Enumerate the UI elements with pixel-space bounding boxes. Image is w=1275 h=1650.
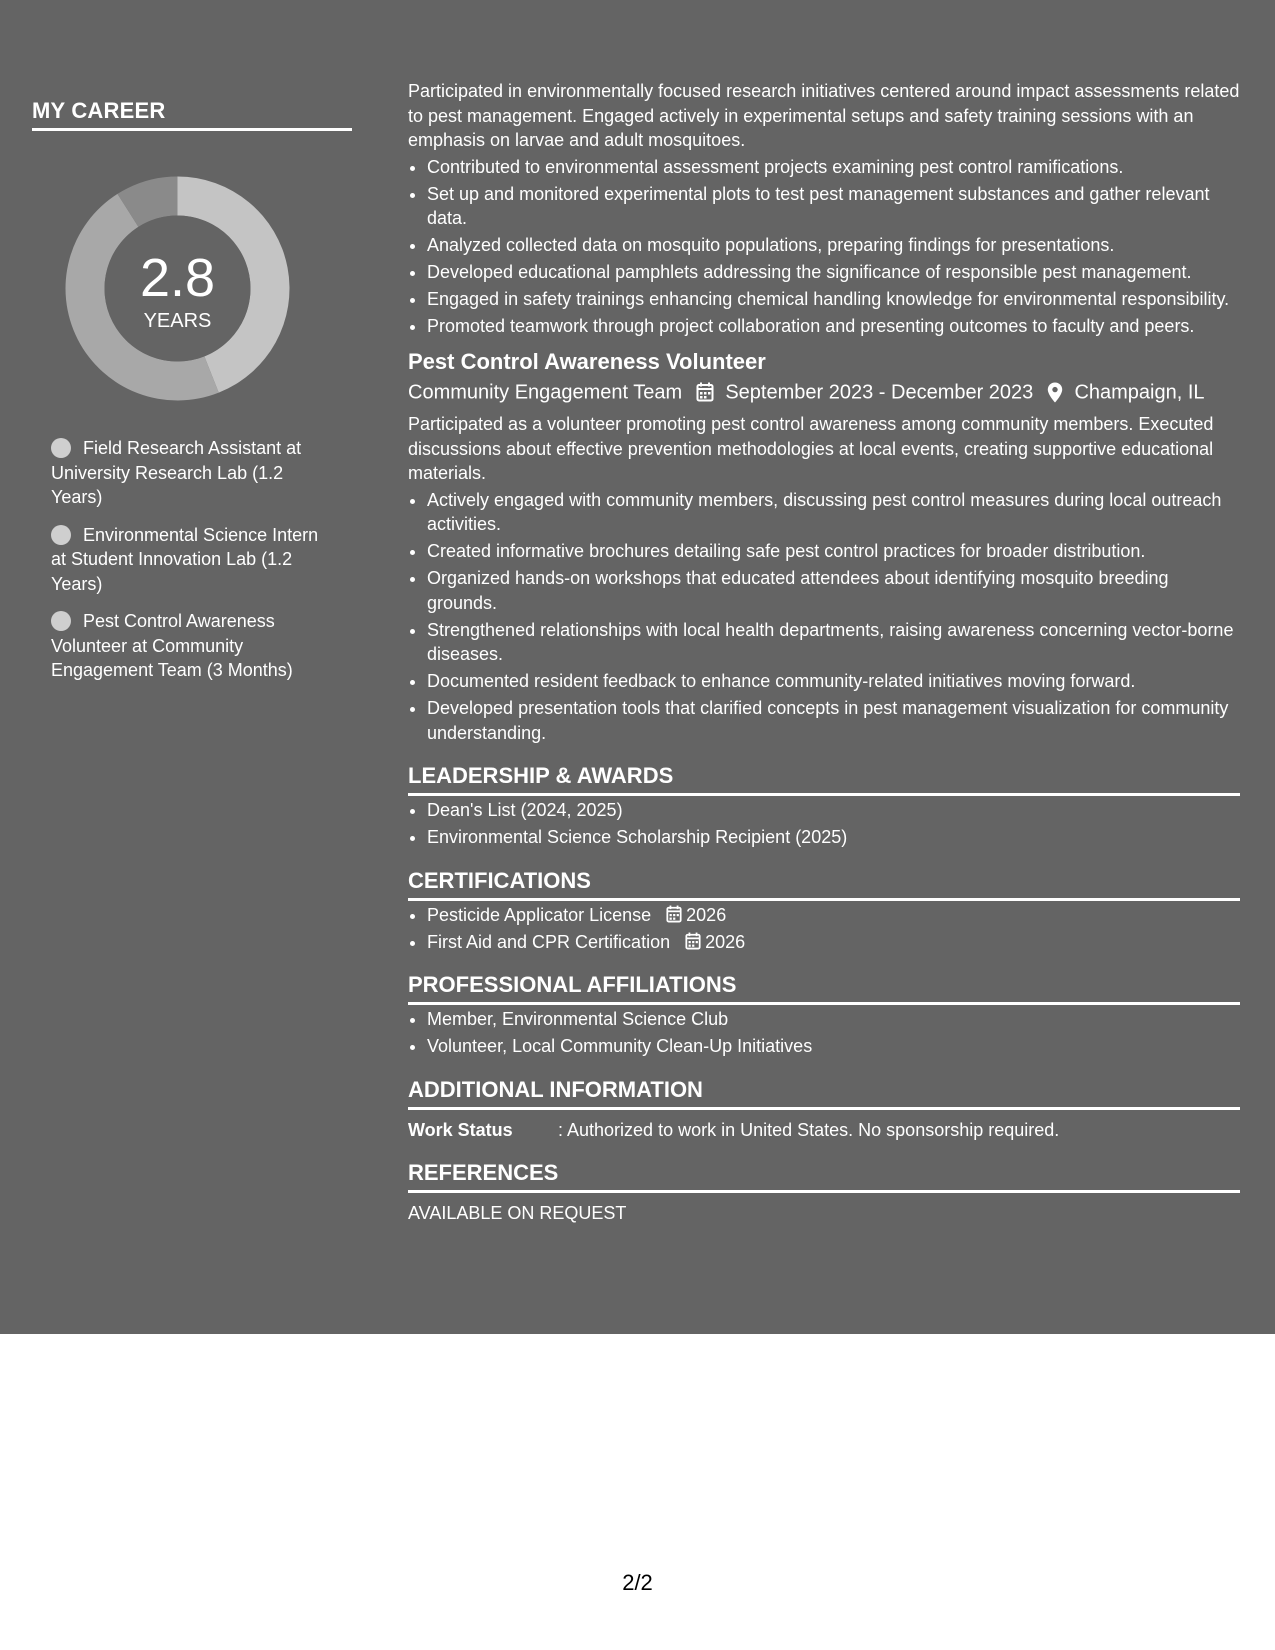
list-item: • Engaged in safety trainings enhancing chemical handling knowledge for environmental responsibility.: [427, 287, 1240, 312]
legend-dot-icon: [51, 525, 71, 545]
experience-intro-bullets: [408, 155, 1240, 339]
list-item: • Set up and monitored experimental plots to test pest management substances and gather relevant data.: [427, 182, 1240, 231]
list-item: • Documented resident feedback to enhance community-related initiatives moving forward.: [427, 669, 1240, 694]
list-item: • Developed presentation tools that clarified concepts in pest management visualization for community understanding.: [427, 696, 1240, 745]
leadership-list: [408, 798, 1240, 850]
list-item: • Dean's List (2024, 2025): [427, 798, 1240, 823]
additional-info-heading: ADDITIONAL INFORMATION: [408, 1076, 1240, 1110]
job-paragraph: Participated as a volunteer promoting pest control awareness among community members. Executed discussions about effective prevention methodologies at local events, creating supportive educational materials.: [408, 414, 1214, 484]
list-item: [427, 903, 1240, 928]
sidebar: [32, 98, 352, 680]
work-status-label: Work Status: [408, 1119, 513, 1140]
calendar-icon: [696, 382, 714, 402]
certification-year: 2026: [686, 904, 727, 925]
affiliations-heading: PROFESSIONAL AFFILIATIONS: [408, 971, 1240, 1005]
certifications-heading: CERTIFICATIONS: [408, 867, 1240, 901]
references-heading: REFERENCES: [408, 1159, 1240, 1193]
list-item: • Environmental Science Scholarship Recipient (2025): [427, 825, 1240, 850]
career-legend-item: Environmental Science Intern at Student Innovation Lab (1.2 Years): [51, 524, 319, 594]
list-item: • Actively engaged with community members, discussing pest control measures during local outreach activities.: [427, 488, 1240, 537]
legend-dot-icon: [51, 438, 71, 458]
work-status-value: : Authorized to work in United States. No sponsorship required.: [558, 1119, 1060, 1140]
list-item: • Created informative brochures detailing safe pest control practices for broader distribution.: [427, 539, 1240, 564]
page-number: 2/2: [622, 1570, 653, 1595]
list-item: • Analyzed collected data on mosquito populations, preparing findings for presentations.: [427, 233, 1240, 258]
certifications-list: [408, 903, 1240, 955]
affiliations-list: [408, 1007, 1240, 1059]
certification-name: First Aid and CPR Certification: [427, 931, 671, 952]
job-organization: Community Engagement Team: [408, 381, 683, 404]
career-legend-item: Pest Control Awareness Volunteer at Community Engagement Team (3 Months): [51, 611, 293, 680]
total-years-value: 2.8: [139, 248, 216, 308]
work-status-row: [408, 1118, 1240, 1143]
experience-intro-paragraph: Participated in environmentally focused research initiatives centered around impact assessments related to pest management. Engaged actively in experimental setups and safety training sessions with an emphasis on larvae and adult mosquitoes.: [408, 81, 1240, 150]
list-item: [427, 930, 1240, 955]
list-item: • Volunteer, Local Community Clean-Up Initiatives: [427, 1034, 1240, 1059]
certification-name: Pesticide Applicator License: [427, 904, 652, 925]
job-dates: September 2023 - December 2023: [725, 381, 1034, 404]
total-years-label: YEARS: [143, 310, 212, 332]
job-meta: [408, 377, 1240, 408]
references-text: AVAILABLE ON REQUEST: [408, 1203, 627, 1224]
list-item: • Promoted teamwork through project collaboration and presenting outcomes to faculty and peers.: [427, 314, 1240, 339]
leadership-heading: LEADERSHIP & AWARDS: [408, 762, 1240, 796]
list-item: • Contributed to environmental assessment projects examining pest control ramifications.: [427, 155, 1240, 180]
list-item: • Strengthened relationships with local health departments, raising awareness concerning vector-borne diseases.: [427, 618, 1240, 667]
career-heading: MY CAREER: [32, 98, 352, 131]
list-item: • Developed educational pamphlets addressing the significance of responsible pest management.: [427, 260, 1240, 285]
job-location: Champaign, IL: [1074, 381, 1205, 404]
list-item: • Member, Environmental Science Club: [427, 1007, 1240, 1032]
career-legend: [51, 436, 321, 696]
certification-year: 2026: [705, 931, 746, 952]
job-bullets: [408, 488, 1240, 746]
donut-center: [65, 176, 290, 401]
main-content: [408, 79, 1240, 1226]
location-pin-icon: [1047, 382, 1063, 403]
list-item: • Organized hands-on workshops that educated attendees about identifying mosquito breeding grounds.: [427, 566, 1240, 615]
career-legend-item: Field Research Assistant at University Research Lab (1.2 Years): [51, 438, 302, 507]
job-title: Pest Control Awareness Volunteer: [408, 348, 766, 374]
calendar-icon: [666, 905, 682, 923]
legend-dot-icon: [51, 611, 71, 631]
calendar-icon: [685, 932, 701, 950]
